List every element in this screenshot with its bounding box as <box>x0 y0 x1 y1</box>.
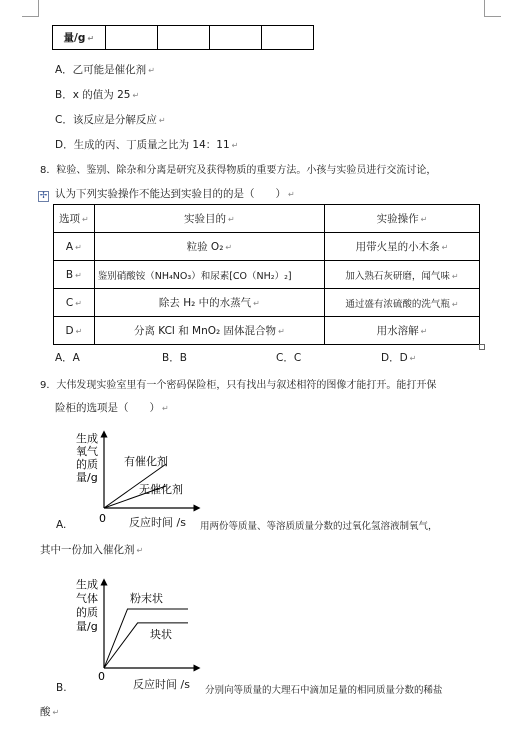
q8-answer-c: C．C <box>276 352 302 364</box>
table-cell-empty <box>157 26 209 50</box>
corner-mark-top-left <box>22 0 39 17</box>
q8-answer-d: D．D ↵ <box>381 352 417 364</box>
chart-b-series-powder <box>104 609 188 668</box>
chart-a-xlabel: 反应时间 /s <box>129 516 186 529</box>
chart-a-ylabel-1: 生成 <box>76 432 98 445</box>
q7-option-b: B．x 的值为 25 ↵ <box>55 89 140 101</box>
chart-a-origin: 0 <box>99 512 106 525</box>
q9-option-a-text2: 其中一份加入催化剂 ↵ <box>40 544 144 556</box>
row-operation: 用带火星的小木条 ↵ <box>324 233 479 261</box>
chart-b-ylabel-4: 量/g <box>76 620 98 633</box>
table-cell-empty <box>209 26 261 50</box>
experiment-table <box>53 204 480 345</box>
header-operation: 实验操作 ↵ <box>324 205 479 233</box>
chart-b-marble-shape <box>72 574 202 682</box>
chart-b-series-label-lump: 块状 <box>150 628 172 641</box>
q8-stem-line2: 认为下列实验操作不能达到实验目的的是（ ） ↵ <box>55 188 295 200</box>
chart-a-ylabel-3: 的质 <box>76 458 98 471</box>
q7-option-d: D．生成的丙、丁质量之比为 14：11 ↵ <box>55 139 239 151</box>
table-row <box>54 261 480 289</box>
table-row <box>54 317 480 345</box>
q9-option-a-letter: A. <box>56 519 67 531</box>
row-operation: 通过盛有浓硫酸的洗气瓶 ↵ <box>324 289 479 317</box>
chart-a-ylabel-4: 量/g <box>76 471 98 484</box>
row-option: D ↵ <box>54 317 95 345</box>
chart-b-series-lump <box>104 623 188 668</box>
chart-b-xlabel: 反应时间 /s <box>133 678 190 691</box>
q8-stem-line1: 8．粒验、鉴别、除杂和分离是研究及获得物质的重要方法。小孩与实验员进行交流讨论， <box>40 165 437 176</box>
corner-mark-top-right <box>484 0 501 17</box>
q8-answer-b: B．B <box>162 352 187 364</box>
mass-table-fragment <box>52 25 314 50</box>
table-row <box>54 289 480 317</box>
row-operation: 加入熟石灰研磨，闻气味 ↵ <box>324 261 479 289</box>
table-resize-handle[interactable] <box>479 344 485 350</box>
table-row <box>53 26 314 50</box>
table-move-handle-icon[interactable]: ✢ <box>39 191 48 201</box>
chart-b-ylabel-3: 的质 <box>76 606 98 619</box>
q7-option-c: C．该反应是分解反应 ↵ <box>55 114 166 126</box>
chart-a-ylabel-2: 氧气 <box>76 445 98 458</box>
q9-option-b-text: 分别向等质量的大理石中滴加足量的相同质量分数的稀盐 <box>205 685 443 696</box>
q8-answer-a: A．A <box>55 352 80 364</box>
chart-b-ylabel-1: 生成 <box>76 578 98 591</box>
row-purpose: 除去 H₂ 中的水蒸气 ↵ <box>94 289 324 317</box>
row-option: B ↵ <box>54 261 95 289</box>
chart-a-series-label-no-catalyst: 无催化剂 <box>139 483 183 496</box>
row-purpose: 分离 KCl 和 MnO₂ 固体混合物 ↵ <box>94 317 324 345</box>
header-purpose: 实验目的 ↵ <box>94 205 324 233</box>
chart-b-ylabel-2: 气体 <box>76 592 98 605</box>
row-operation: 用水溶解 ↵ <box>324 317 479 345</box>
table-cell-empty <box>261 26 313 50</box>
row-purpose: 鉴别硝酸铵（NH₄NO₃）和尿素[CO（NH₂）₂] <box>94 261 324 289</box>
q9-stem-line1: 9．大伟发现实验室里有一个密码保险柜，只有找出与叙述相符的图像才能打开。能打开保 <box>40 380 437 391</box>
table-row <box>54 233 480 261</box>
q7-option-a: A．乙可能是催化剂 ↵ <box>55 64 155 76</box>
row-purpose: 粒验 O₂ ↵ <box>94 233 324 261</box>
row-option: A ↵ <box>54 233 95 261</box>
q9-option-b-letter: B. <box>56 682 67 694</box>
table-cell-empty <box>105 26 157 50</box>
q9-stem-line2: 险柜的选项是（ ） ↵ <box>55 402 169 414</box>
table-cell-row-label: 量/g ↵ <box>53 26 106 50</box>
chart-b-series-label-powder: 粉末状 <box>130 592 163 605</box>
chart-a-series-label-catalyst: 有催化剂 <box>124 455 168 468</box>
row-label-text: 量/g <box>63 32 86 44</box>
chart-b-origin: 0 <box>98 670 105 682</box>
q9-option-b-text2: 酸 ↵ <box>40 706 60 718</box>
header-option: 选项 ↵ <box>54 205 95 233</box>
q9-option-a-text: 用两份等质量、等溶质质量分数的过氧化氢溶液制氧气， <box>200 521 438 532</box>
table-header-row <box>54 205 480 233</box>
row-option: C ↵ <box>54 289 95 317</box>
